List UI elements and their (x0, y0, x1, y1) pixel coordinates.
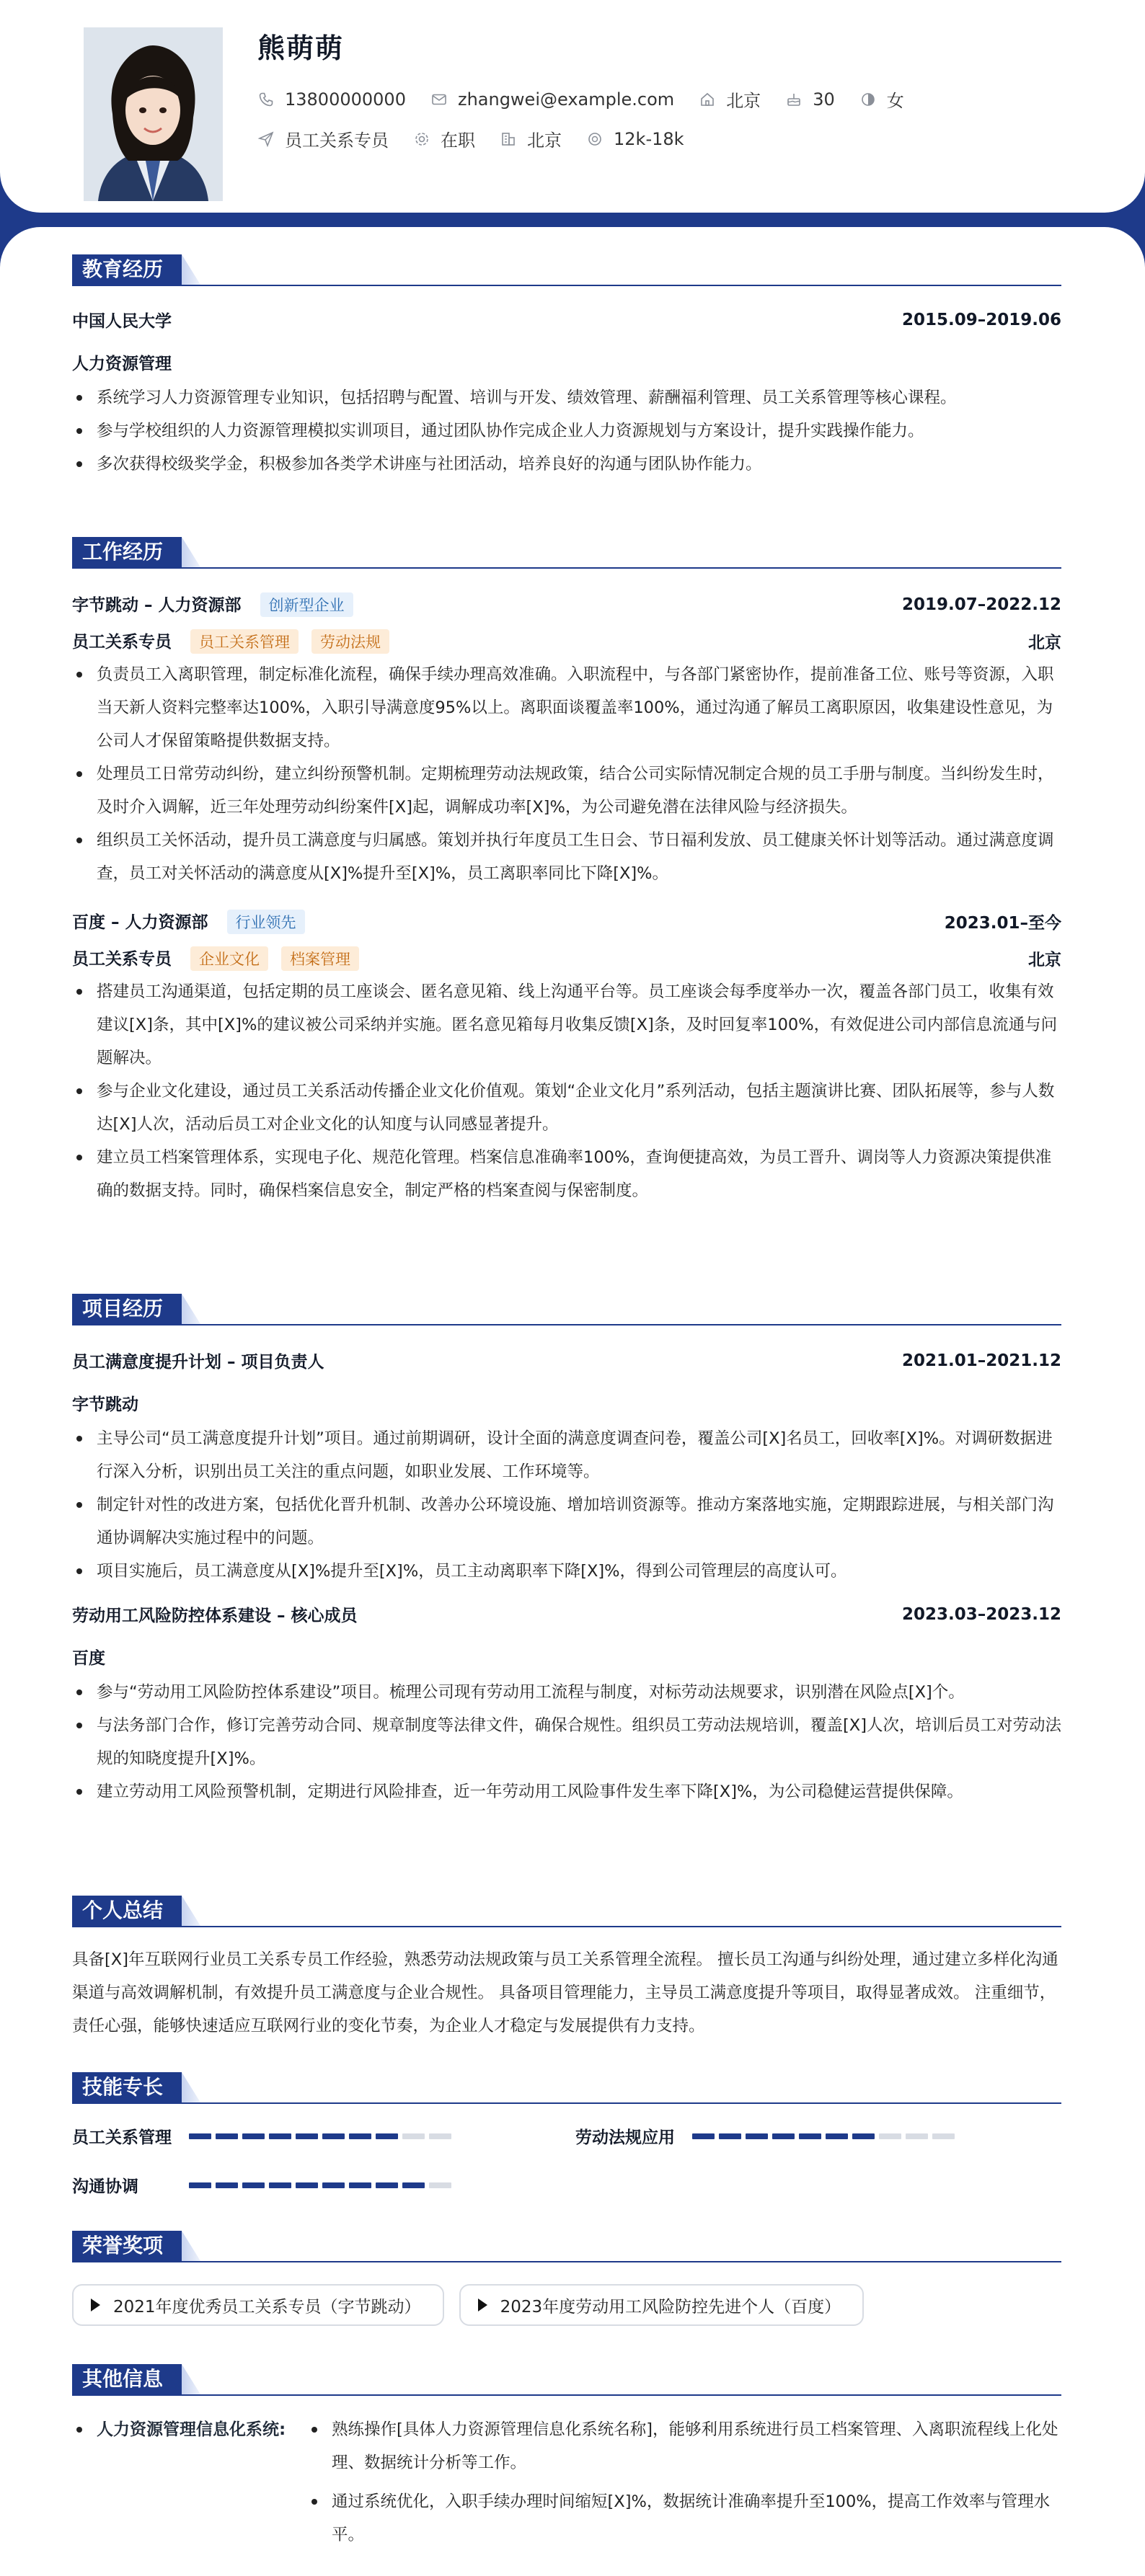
education-section (72, 254, 1061, 481)
work-section (72, 537, 1061, 1207)
skill-level-segment (216, 2133, 238, 2139)
list-item: 搭建员工沟通渠道，包括定期的员工座谈会、匿名意见箱、线上沟通平台等。员工座谈会每季度举办一次，覆盖各部门员工，收集有效建议[X]条，其中[X]%的建议被公司采纳并实施。匿名意见箱每月收集反馈[X]条，及时回复率100%，有效促进公司内部信息流通与问题解决。 (72, 975, 1061, 1075)
section-divider (72, 1324, 1061, 1325)
section-divider (72, 2102, 1061, 2104)
school-name: 中国人民大学 (72, 312, 172, 331)
building-icon (500, 130, 517, 148)
section-divider (72, 2261, 1061, 2262)
section-header-other (72, 2364, 1061, 2402)
list-item: 处理员工日常劳动纠纷，建立纠纷预警机制。定期梳理劳动法规政策，结合公司实际情况制定合规的员工手册与制度。当纠纷发生时，及时介入调解，近三年处理劳动纠纷案件[X]起，调解成功率[X]%，为公司避免潜在法律风险与经济损失。 (72, 758, 1061, 824)
skill-level-bar (189, 2182, 456, 2188)
skill-level-segment (376, 2182, 398, 2188)
education-bullets (72, 381, 1061, 481)
other-info-row (72, 2413, 1061, 2551)
contact-row (257, 86, 929, 112)
list-item: 建立劳动用工风险预警机制，定期进行风险排查，近一年劳动用工风险事件发生率下降[X]%，为公司稳健运营提供保障。 (72, 1775, 1061, 1808)
skills-grid (72, 2110, 1061, 2218)
skill-level-segment (349, 2133, 371, 2139)
skill-name: 沟通协调 (72, 2177, 138, 2196)
section-title: 项目经历 (72, 1294, 182, 1324)
other-info-bullets (307, 2413, 1061, 2551)
target-city-text: 北京 (527, 130, 562, 151)
project-name: 员工满意度提升计划 – 项目负责人 (72, 1353, 324, 1372)
phone-text: 13800000000 (285, 89, 406, 110)
age-text: 30 (813, 89, 835, 110)
city-item (699, 86, 761, 112)
other-info-label: 人力资源管理信息化系统: (72, 2413, 307, 2551)
project-bullets (72, 1676, 1061, 1808)
summary-section (72, 1896, 1061, 2043)
education-date: 2015.09–2019.06 (901, 310, 1061, 329)
project-bullets (72, 1422, 1061, 1588)
skill-level-segment (269, 2182, 291, 2188)
job-header (72, 592, 1061, 617)
list-item: 项目实施后，员工满意度从[X]%提升至[X]%，员工主动离职率下降[X]%，得到公司管理层的高度认可。 (72, 1555, 1061, 1588)
project-org: 字节跳动 (72, 1395, 138, 1414)
skill-level-segment (242, 2133, 265, 2139)
candidate-name: 熊萌萌 (257, 32, 345, 64)
job-role-row (72, 946, 1061, 971)
section-header-education (72, 254, 1061, 292)
play-icon (91, 2299, 100, 2311)
skills-section (72, 2072, 1061, 2218)
list-item: 通过系统优化，入职手续办理时间缩短[X]%，数据统计准确率提升至100%，提高工作效率与管理水平。 (307, 2485, 1061, 2551)
section-header-awards (72, 2231, 1061, 2268)
section-header-projects (72, 1294, 1061, 1331)
skill-level-segment (349, 2182, 371, 2188)
job-date: 2019.07–2022.12 (901, 595, 1061, 614)
job-role: 员工关系专员 (72, 950, 172, 969)
gear-icon (413, 130, 430, 148)
skill-row (72, 2173, 456, 2197)
salary-text: 12k-18k (614, 128, 684, 149)
job-intention-row (257, 126, 709, 151)
send-icon (257, 130, 275, 148)
other-section (72, 2364, 1061, 2551)
skill-level-segment (852, 2133, 875, 2139)
job-city: 北京 (1028, 951, 1061, 969)
coin-icon (586, 130, 604, 148)
section-title: 其他信息 (72, 2364, 182, 2394)
section-divider (72, 1926, 1061, 1927)
skill-level-segment (719, 2133, 741, 2139)
skill-level-segment (216, 2182, 238, 2188)
skill-level-segment (296, 2133, 318, 2139)
skill-row (72, 2124, 456, 2148)
skill-name: 员工关系管理 (72, 2128, 172, 2147)
section-title: 个人总结 (72, 1896, 182, 1926)
skill-name: 劳动法规应用 (575, 2128, 675, 2147)
job-date: 2023.01–至今 (944, 914, 1061, 933)
gender-item (859, 86, 904, 112)
list-item: 系统学习人力资源管理专业知识，包括招聘与配置、培训与开发、绩效管理、薪酬福利管理、员工关系管理等核心课程。 (72, 381, 1061, 414)
section-title: 技能专长 (72, 2072, 182, 2102)
project-header (72, 1349, 1061, 1372)
skill-level-segment (692, 2133, 715, 2139)
play-icon (478, 2299, 487, 2311)
skill-level-segment (879, 2133, 901, 2139)
award-item (72, 2284, 444, 2326)
avatar (84, 27, 223, 201)
major: 人力资源管理 (72, 355, 172, 373)
resume-body (0, 227, 1145, 2576)
home-icon (699, 91, 716, 108)
skill-tag: 劳动法规 (311, 629, 389, 654)
company-tag: 创新型企业 (260, 592, 353, 617)
projects-section (72, 1294, 1061, 1808)
skill-level-segment (296, 2182, 318, 2188)
cake-icon (785, 91, 803, 108)
list-item: 参与学校组织的人力资源管理模拟实训项目，通过团队协作完成企业人力资源规划与方案设计，提升实践操作能力。 (72, 414, 1061, 448)
email-item (430, 89, 674, 110)
skill-level-bar (692, 2133, 959, 2139)
skill-level-segment (189, 2182, 211, 2188)
section-header-skills (72, 2072, 1061, 2110)
job-role-line (72, 946, 359, 971)
company-name: 字节跳动 – 人力资源部 (72, 596, 242, 615)
status-item (413, 126, 475, 151)
skill-level-segment (376, 2133, 398, 2139)
avatar-portrait-icon (84, 27, 223, 201)
skill-level-segment (906, 2133, 928, 2139)
award-text: 2023年度劳动用工风险防控先进个人（百度） (500, 2297, 841, 2317)
skill-level-segment (402, 2182, 425, 2188)
city-text: 北京 (726, 91, 761, 111)
skill-level-segment (322, 2133, 345, 2139)
job-role-line (72, 629, 389, 654)
skill-tag: 员工关系管理 (190, 629, 299, 654)
skill-level-segment (826, 2133, 848, 2139)
skill-level-segment (269, 2133, 291, 2139)
position-text: 员工关系专员 (285, 130, 389, 151)
skill-level-segment (429, 2182, 451, 2188)
list-item: 多次获得校级奖学金，积极参加各类学术讲座与社团活动，培养良好的沟通与团队协作能力。 (72, 448, 1061, 481)
award-text: 2021年度优秀员工关系专员（字节跳动） (113, 2297, 421, 2317)
job-role: 员工关系专员 (72, 633, 172, 652)
section-title: 工作经历 (72, 537, 182, 567)
status-text: 在职 (441, 130, 475, 151)
profile-header (0, 0, 1145, 213)
job-bullets (72, 658, 1061, 890)
skill-tag: 企业文化 (190, 946, 268, 971)
award-item (459, 2284, 865, 2326)
project-date: 2023.03–2023.12 (901, 1604, 1061, 1624)
skill-level-segment (189, 2133, 211, 2139)
job-role-row (72, 629, 1061, 654)
skill-level-segment (932, 2133, 955, 2139)
list-item: 制定针对性的改进方案，包括优化晋升机制、改善办公环境设施、增加培训资源等。推动方案落地实施，定期跟踪进展，与相关部门沟通协调解决实施过程中的问题。 (72, 1488, 1061, 1555)
list-item: 负责员工入离职管理，制定标准化流程，确保手续办理高效准确。入职流程中，与各部门紧密协作，提前准备工位、账号等资源，入职当天新人资料完整率达100%，入职引导满意度95%以上。离职面谈覆盖率100%，通过沟通了解员工离职原因，收集建设性意见，为公司人才保留策略提供数据支持。 (72, 658, 1061, 758)
list-item: 主导公司“员工满意度提升计划”项目。通过前期调研，设计全面的满意度调查问卷，覆盖公司[X]名员工，回收率[X]%。对调研数据进行深入分析，识别出员工关注的重点问题，如职业发展、工作环境等。 (72, 1422, 1061, 1488)
job-company-line (72, 909, 305, 934)
skill-level-bar (189, 2133, 456, 2139)
skill-level-segment (402, 2133, 425, 2139)
list-item: 熟练操作[具体人力资源管理信息化系统名称]，能够利用系统进行员工档案管理、入离职流程线上化处理、数据统计分析等工作。 (307, 2413, 1061, 2479)
section-header-work (72, 537, 1061, 574)
age-item (785, 89, 835, 110)
section-title: 荣誉奖项 (72, 2231, 182, 2261)
mail-icon (430, 91, 448, 108)
skill-level-segment (322, 2182, 345, 2188)
gender-text: 女 (886, 91, 904, 111)
list-item: 参与企业文化建设，通过员工关系活动传播企业文化价值观。策划“企业文化月”系列活动，包括主题演讲比赛、团队拓展等，参与人数达[X]人次，活动后员工对企业文化的认知度与认同感显著提升。 (72, 1075, 1061, 1141)
job-company-line (72, 592, 353, 617)
position-item (257, 126, 389, 151)
list-item: 参与“劳动用工风险防控体系建设”项目。梳理公司现有劳动用工流程与制度，对标劳动法规要求，识别潜在风险点[X]个。 (72, 1676, 1061, 1709)
email-text: zhangwei@example.com (457, 89, 675, 110)
skill-level-segment (429, 2133, 451, 2139)
phone-icon (257, 91, 275, 108)
awards-section (72, 2231, 1061, 2326)
target-city-item (500, 126, 562, 151)
skill-level-segment (772, 2133, 795, 2139)
section-divider (72, 567, 1061, 569)
section-title: 教育经历 (72, 254, 182, 285)
section-header-summary (72, 1896, 1061, 1933)
list-item: 建立员工档案管理体系，实现电子化、规范化管理。档案信息准确率100%，查询便捷高效，为员工晋升、调岗等人力资源决策提供准确的数据支持。同时，确保档案信息安全，制定严格的档案查阅与保密制度。 (72, 1141, 1061, 1207)
company-tag: 行业领先 (227, 910, 305, 934)
section-divider (72, 285, 1061, 286)
job-city: 北京 (1028, 634, 1061, 652)
company-name: 百度 – 人力资源部 (72, 913, 208, 932)
project-org: 百度 (72, 1649, 105, 1668)
gender-icon (859, 91, 877, 108)
job-header (72, 909, 1061, 934)
list-item: 组织员工关怀活动，提升员工满意度与归属感。策划并执行年度员工生日会、节日福利发放、员工健康关怀计划等活动。通过满意度调查，员工对关怀活动的满意度从[X]%提升至[X]%，员工离职率同比下降[X]%。 (72, 824, 1061, 890)
skill-level-segment (746, 2133, 768, 2139)
salary-item (586, 129, 684, 149)
project-name: 劳动用工风险防控体系建设 – 核心成员 (72, 1607, 358, 1625)
phone-item (257, 89, 406, 110)
skill-row (575, 2124, 959, 2148)
summary-text: 具备[X]年互联网行业员工关系专员工作经验，熟悉劳动法规政策与员工关系管理全流程。 擅长员工沟通与纠纷处理，通过建立多样化沟通渠道与高效调解机制，有效提升员工满意度与企业合规性。 具备项目管理能力，主导员工满意度提升等项目，取得显著成效。 注重细节，责任心强，能够快速适应互联网行业的变化节奏，为企业人才稳定与发展提供有力支持。 (72, 1950, 1058, 2035)
education-header (72, 308, 1061, 332)
skill-level-segment (242, 2182, 265, 2188)
awards-list (72, 2284, 1061, 2326)
job-bullets (72, 975, 1061, 1207)
list-item: 与法务部门合作，修订完善劳动合同、规章制度等法律文件，确保合规性。组织员工劳动法规培训，覆盖[X]人次，培训后员工对劳动法规的知晓度提升[X]%。 (72, 1709, 1061, 1775)
section-divider (72, 2394, 1061, 2396)
skill-tag: 档案管理 (281, 946, 359, 971)
skill-level-segment (799, 2133, 821, 2139)
project-header (72, 1602, 1061, 1626)
project-date: 2021.01–2021.12 (901, 1351, 1061, 1370)
